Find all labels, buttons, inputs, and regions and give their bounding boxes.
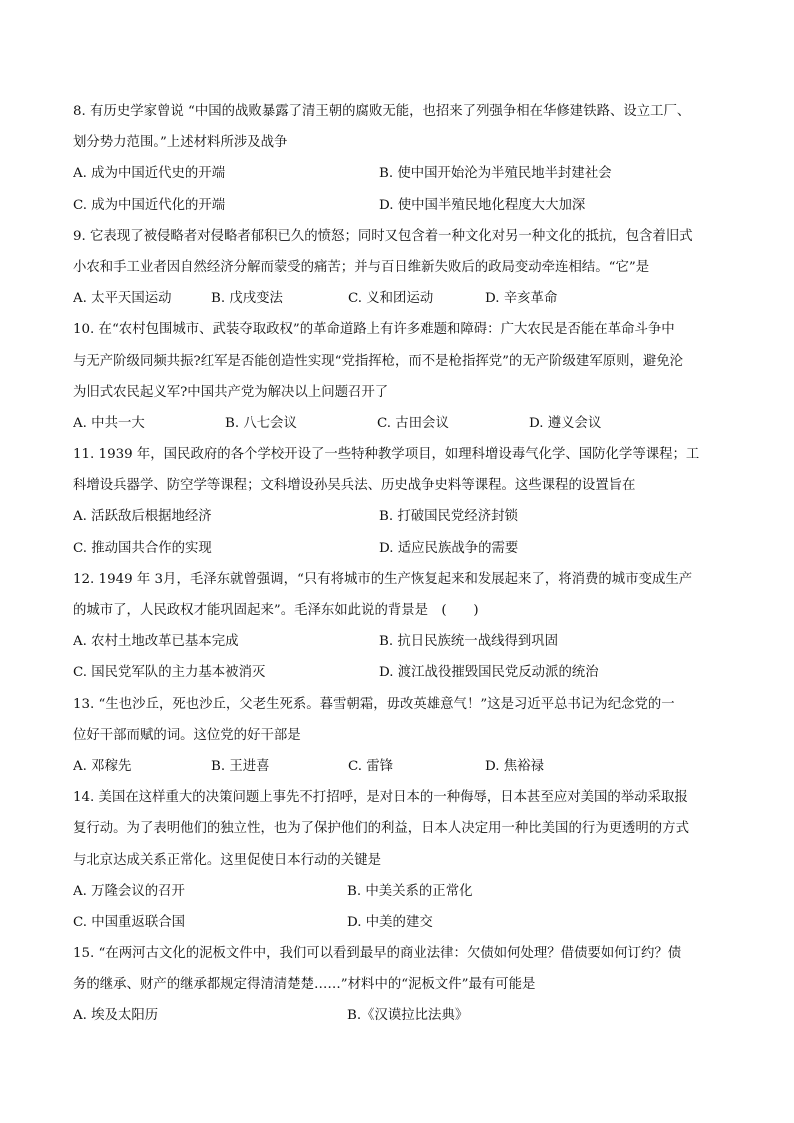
question-10	[73, 314, 723, 439]
option-b: B. 王进喜	[211, 758, 270, 774]
question-text: 与北京达成关系正常化。这里促使日本行动的关键是	[73, 852, 381, 868]
option-b: B. 中美关系的正常化	[347, 883, 473, 899]
options-row	[73, 533, 723, 564]
question-text: 小农和手工业者因自然经济分解而蒙受的痛苦；并与百日维新失败后的政局变动牵连相结。“它”是	[73, 259, 650, 275]
question-14	[73, 782, 723, 938]
option-d: D. 遵义会议	[529, 415, 602, 431]
option-b: B. 戊戌变法	[211, 291, 283, 307]
option-a: A. 成为中国近代史的开端	[73, 166, 226, 182]
question-text: 9. 它表现了被侵略者对侵略者郁积已久的愤怒；同时又包含着一种文化对另一种文化的抵抗，包含着旧式	[73, 228, 693, 244]
question-8	[73, 96, 723, 221]
option-a: A. 埃及太阳历	[73, 1008, 159, 1024]
question-text: 与无产阶级同频共振?红军是否能创造性实现“党指挥枪，而不是枪指挥党”的无产阶级建军原则，避免沦	[73, 353, 684, 369]
option-d: D. 渡江战役摧毁国民党反动派的统治	[379, 665, 599, 681]
option-c: C. 推动国共合作的实现	[73, 540, 212, 556]
question-text: 科增设兵器学、防空学等课程；文科增设孙吴兵法、历史战争史料等课程。这些课程的设置旨在	[73, 478, 636, 494]
option-a: A. 万隆会议的召开	[73, 883, 185, 899]
question-13	[73, 689, 723, 783]
option-b: B. 抗日民族统一战线得到巩固	[379, 634, 559, 650]
exam-page	[73, 96, 723, 1032]
option-c: C. 雷锋	[348, 758, 394, 774]
option-a: A. 邓稼先	[73, 758, 132, 774]
question-text: 为旧式农民起义军?中国共产党为解决以上问题召开了	[73, 384, 389, 400]
option-c: C. 义和团运动	[348, 291, 434, 307]
option-d: D. 适应民族战争的需要	[379, 540, 519, 556]
option-b: B. 使中国开始沦为半殖民地半封建社会	[379, 166, 612, 182]
question-15	[73, 938, 723, 1032]
options-row	[73, 907, 723, 938]
question-text: 复行动。为了表明他们的独立性，也为了保护他们的利益，日本人决定用一种比美国的行为更透明的方式	[73, 821, 689, 837]
option-d: D. 使中国半殖民地化程度大大加深	[379, 197, 586, 213]
question-9	[73, 221, 723, 315]
option-c: C. 中国重返联合国	[73, 914, 186, 930]
question-12	[73, 564, 723, 689]
options-row	[73, 158, 723, 189]
options-row	[73, 626, 723, 657]
option-b: B.《汉谟拉比法典》	[347, 1008, 469, 1024]
question-text: 划分势力范围。”上述材料所涉及战争	[73, 135, 288, 151]
options-row	[73, 283, 723, 314]
option-a: A. 太平天国运动	[73, 291, 172, 307]
option-a: A. 活跃敌后根据地经济	[73, 509, 212, 525]
options-row	[73, 501, 723, 532]
options-row	[73, 751, 723, 782]
question-text: 8. 有历史学家曾说 “中国的战败暴露了清王朝的腐败无能，也招来了列强争相在华修建铁路、设立工厂、	[73, 104, 691, 119]
option-c: C. 古田会议	[377, 415, 449, 431]
option-d: D. 中美的建交	[347, 914, 433, 930]
question-text: 11. 1939 年，国民政府的各个学校开设了一些特种教学项目，如理科增设毒气化学、国防化学等课程；工	[73, 447, 700, 463]
option-d: D. 辛亥革命	[485, 291, 558, 307]
question-text: 15. “在两河古文化的泥板文件中，我们可以看到最早的商业法律：欠债如何处理？借债要如何订约？债	[73, 946, 682, 962]
question-text: 10. 在“农村包围城市、武装夺取政权”的革命道路上有许多难题和障碍：广大农民是否能在革命斗争中	[73, 322, 675, 338]
question-text: 12. 1949 年 3月，毛泽东就曾强调，“只有将城市的生产恢复起来和发展起来了，将消费的城市变成生产	[73, 571, 693, 587]
question-text: 位好干部而赋的词。这位党的好干部是	[73, 727, 301, 743]
option-c: C. 成为中国近代化的开端	[73, 197, 226, 213]
question-text: 务的继承、财产的继承都规定得清清楚楚……”材料中的“泥板文件”最有可能是	[73, 977, 536, 993]
options-row	[73, 408, 723, 439]
option-b: B. 八七会议	[225, 415, 297, 431]
option-a: A. 农村土地改革已基本完成	[73, 634, 239, 650]
question-text: 13. “生也沙丘，死也沙丘，父老生死系。暮雪朝霜，毋改英雄意气！”这是习近平总书记为纪念党的一	[73, 696, 675, 712]
options-row	[73, 876, 723, 907]
options-row	[73, 657, 723, 688]
question-text: 的城市了，人民政权才能巩固起来”。毛泽东如此说的背景是 ( )	[73, 603, 479, 618]
option-d: D. 焦裕禄	[485, 758, 544, 774]
question-11	[73, 439, 723, 564]
options-row	[73, 190, 723, 221]
option-b: B. 打破国民党经济封锁	[379, 509, 518, 525]
question-text: 14. 美国在这样重大的决策问题上事先不打招呼，是对日本的一种侮辱，日本甚至应对美国的举动采取报	[73, 790, 688, 806]
options-row	[73, 1000, 723, 1031]
option-a: A. 中共一大	[73, 415, 145, 431]
option-c: C. 国民党军队的主力基本被消灭	[73, 665, 266, 681]
